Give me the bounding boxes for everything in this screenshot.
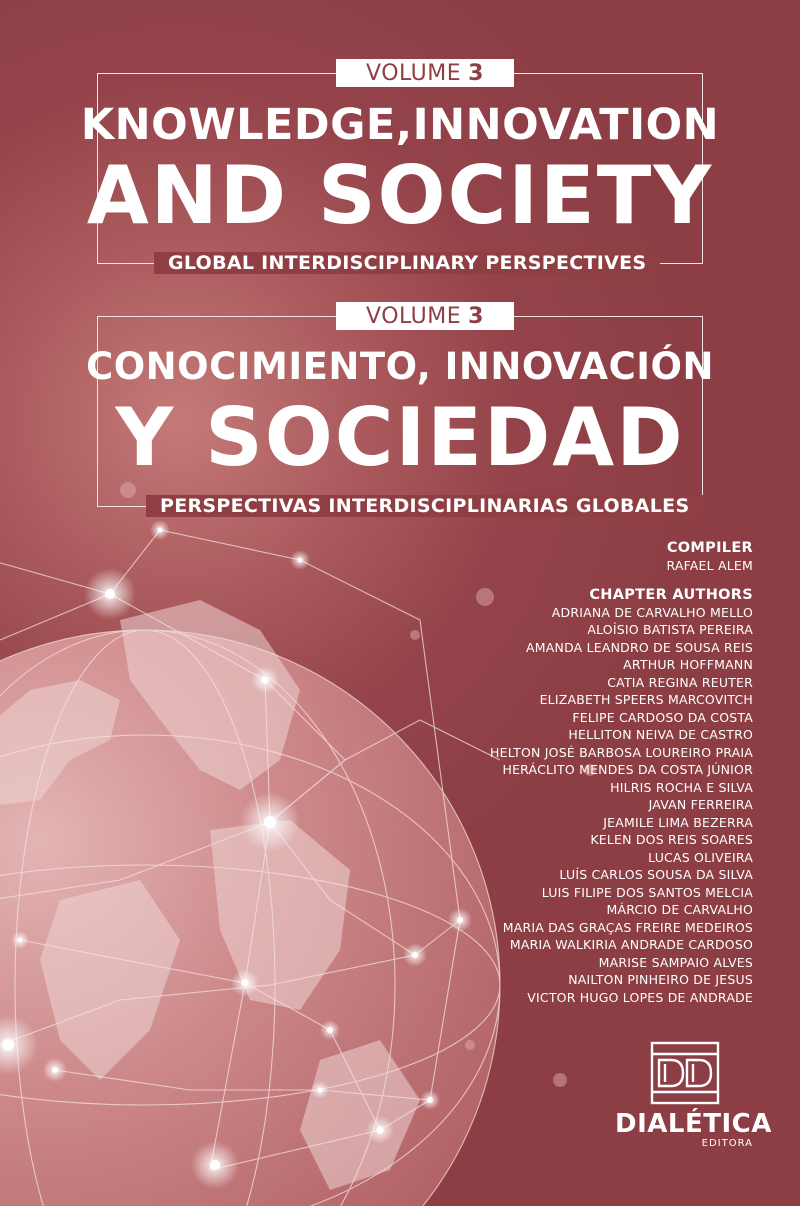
english-title-line1: KNOWLEDGE,INNOVATION bbox=[80, 100, 720, 150]
chapter-author-name: HELLITON NEIVA DE CASTRO bbox=[568, 727, 753, 742]
spanish-title-line2: Y SOCIEDAD bbox=[115, 391, 685, 484]
chapter-author-name: VICTOR HUGO LOPES DE ANDRADE bbox=[527, 989, 753, 1005]
chapter-author-name: MÁRCIO DE CARVALHO bbox=[606, 902, 753, 917]
chapter-author-name: MARIA DAS GRAÇAS FREIRE MEDEIROS bbox=[502, 919, 753, 935]
english-volume-number: 3 bbox=[468, 60, 484, 86]
spanish-volume-word: VOLUME bbox=[366, 303, 462, 329]
publisher-name: DIALÉTICA bbox=[615, 1109, 772, 1139]
publisher-logo bbox=[615, 1040, 772, 1149]
chapter-author-name: HELTON JOSÉ BARBOSA LOUREIRO PRAIA bbox=[490, 744, 753, 760]
credits bbox=[490, 539, 753, 1006]
chapter-author-name: LUÍS CARLOS SOUSA DA SILVA bbox=[559, 867, 753, 882]
chapter-authors-label: CHAPTER AUTHORS bbox=[589, 586, 753, 603]
chapter-author-name: CATIA REGINA REUTER bbox=[607, 674, 753, 690]
compiler-label: COMPILER bbox=[666, 540, 753, 556]
chapter-authors-list bbox=[490, 604, 753, 1007]
english-volume-word: VOLUME bbox=[366, 60, 462, 86]
chapter-author-name: FELIPE CARDOSO DA COSTA bbox=[572, 709, 753, 725]
dialetica-dd-logo-icon bbox=[649, 1040, 721, 1106]
chapter-author-name: JEAMILE LIMA BEZERRA bbox=[603, 814, 753, 830]
chapter-author-name: MARISE SAMPAIO ALVES bbox=[598, 954, 753, 970]
chapter-author-name: LUIS FILIPE DOS SANTOS MELCIA bbox=[541, 884, 753, 900]
english-title-line2: AND SOCIETY bbox=[86, 149, 714, 242]
chapter-author-name: AMANDA LEANDRO DE SOUSA REIS bbox=[526, 639, 753, 655]
chapter-author-name: KELEN DOS REIS SOARES bbox=[590, 832, 753, 847]
spanish-volume-tag bbox=[336, 302, 514, 330]
chapter-author-name: ALOÍSIO BATISTA PEREIRA bbox=[587, 622, 753, 637]
chapter-author-name: LUCAS OLIVEIRA bbox=[648, 849, 753, 865]
compiler-name: RAFAEL ALEM bbox=[666, 558, 753, 573]
chapter-author-name: ADRIANA DE CARVALHO MELLO bbox=[551, 604, 753, 620]
chapter-author-name: NAILTON PINHEIRO DE JESUS bbox=[568, 972, 753, 987]
chapter-author-name: ELIZABETH SPEERS MARCOVITCH bbox=[539, 692, 753, 707]
spanish-volume-number: 3 bbox=[468, 303, 484, 329]
english-subtitle: GLOBAL INTERDISCIPLINARY PERSPECTIVES bbox=[154, 252, 660, 274]
spanish-title-line1: CONOCIMIENTO, INNOVACIÓN bbox=[86, 345, 714, 388]
chapter-author-name: HILRIS ROCHA E SILVA bbox=[610, 779, 753, 795]
english-volume-tag bbox=[336, 59, 514, 87]
chapter-author-name: HERÁCLITO MENDES DA COSTA JÚNIOR bbox=[502, 762, 753, 777]
publisher-imprint: EDITORA bbox=[701, 1138, 753, 1149]
chapter-author-name: MARIA WALKIRIA ANDRADE CARDOSO bbox=[509, 937, 753, 952]
spanish-subtitle: PERSPECTIVAS INTERDISCIPLINARIAS GLOBALES bbox=[146, 495, 703, 517]
chapter-author-name: ARTHUR HOFFMANN bbox=[623, 657, 753, 672]
chapter-author-name: JAVAN FERREIRA bbox=[648, 797, 753, 812]
